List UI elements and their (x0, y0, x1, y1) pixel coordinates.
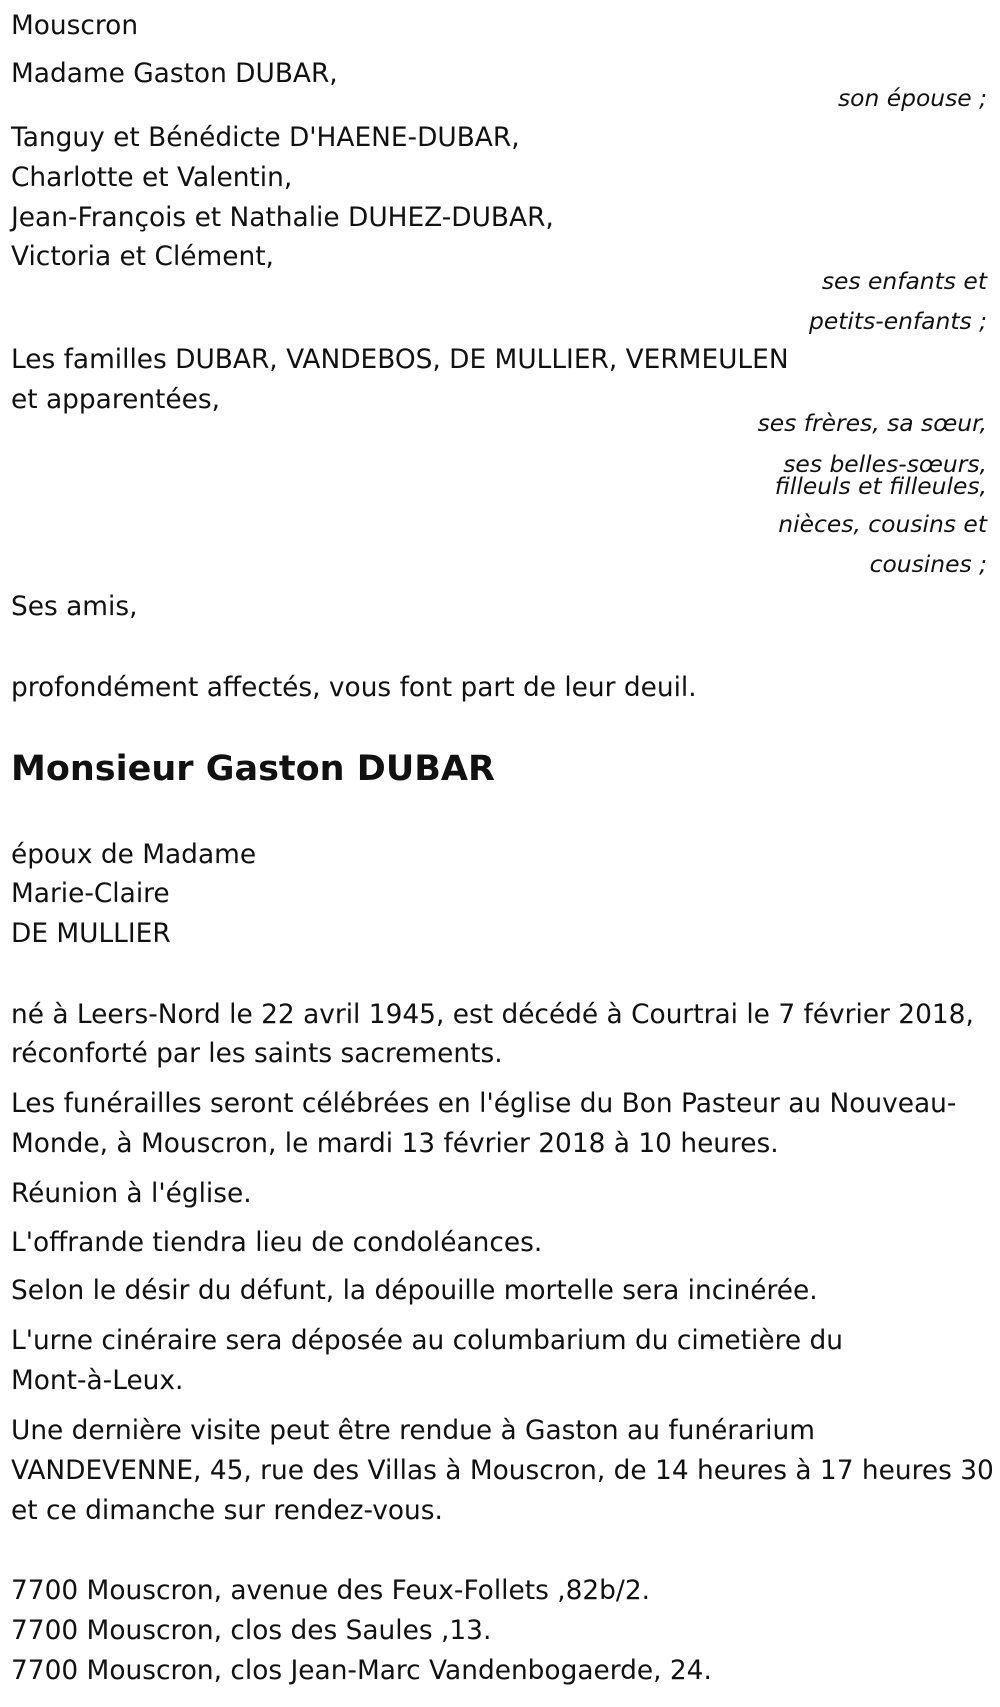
address-line: 7700 Mouscron, clos des Saules ,13. (11, 1615, 492, 1646)
urn-line: L'urne cinéraire sera déposée au columbarium du cimetière du (11, 1325, 843, 1356)
meeting-line: Réunion à l'église. (11, 1178, 252, 1209)
visit-line: Une dernière visite peut être rendue à Gaston au funérarium (11, 1415, 815, 1446)
funeral-line: Les funérailles seront célébrées en l'église du Bon Pasteur au Nouveau- (11, 1088, 957, 1119)
cremation-line: Selon le désir du défunt, la dépouille mortelle sera incinérée. (11, 1275, 818, 1306)
relatives-relation: ses frères, sa sœur, (757, 409, 987, 437)
birth-death-line: réconforté par les saints sacrements. (11, 1038, 503, 1069)
deceased-name-heading: Monsieur Gaston DUBAR (11, 749, 495, 789)
visit-line: VANDEVENNE, 45, rue des Villas à Mouscron, de 14 heures à 17 heures 30 (11, 1455, 994, 1486)
urn-line: Mont-à-Leux. (11, 1365, 184, 1396)
funeral-line: Monde, à Mouscron, le mardi 13 février 2018 à 10 heures. (11, 1128, 779, 1159)
relatives-relation: filleuls et filleules, (774, 472, 987, 500)
relatives-relation: cousines ; (869, 550, 987, 578)
closing-line: profondément affectés, vous font part de leur deuil. (11, 672, 697, 703)
spouse-of-line: époux de Madame (11, 839, 257, 870)
address-line: 7700 Mouscron, avenue des Feux-Follets ,82b/2. (11, 1575, 651, 1606)
visit-line: et ce dimanche sur rendez-vous. (11, 1495, 443, 1526)
address-line: 7700 Mouscron, clos Jean-Marc Vandenbogaerde, 24. (11, 1655, 712, 1686)
city-label: Mouscron (11, 10, 139, 41)
child-line: Victoria et Clément, (11, 241, 274, 272)
spouse-of-line: Marie-Claire (11, 878, 170, 909)
birth-death-line: né à Leers-Nord le 22 avril 1945, est décédé à Courtrai le 7 février 2018, (11, 999, 974, 1030)
child-line: Jean-François et Nathalie DUHEZ-DUBAR, (11, 202, 554, 233)
spouse-name: Madame Gaston DUBAR, (11, 58, 338, 89)
relatives-relation: ses belles-sœurs, (783, 450, 987, 478)
offering-line: L'offrande tiendra lieu de condoléances. (11, 1227, 543, 1258)
friends-line: Ses amis, (11, 591, 138, 622)
relatives-relation: nièces, cousins et (778, 510, 987, 538)
relatives-line: et apparentées, (11, 384, 221, 415)
spouse-relation: son épouse ; (837, 84, 987, 112)
children-relation: petits-enfants ; (809, 307, 987, 335)
children-relation: ses enfants et (821, 267, 987, 295)
spouse-of-line: DE MULLIER (11, 918, 171, 949)
child-line: Tanguy et Bénédicte D'HAENE-DUBAR, (11, 122, 520, 153)
relatives-line: Les familles DUBAR, VANDEBOS, DE MULLIER, VERMEULEN (11, 344, 789, 375)
child-line: Charlotte et Valentin, (11, 162, 293, 193)
